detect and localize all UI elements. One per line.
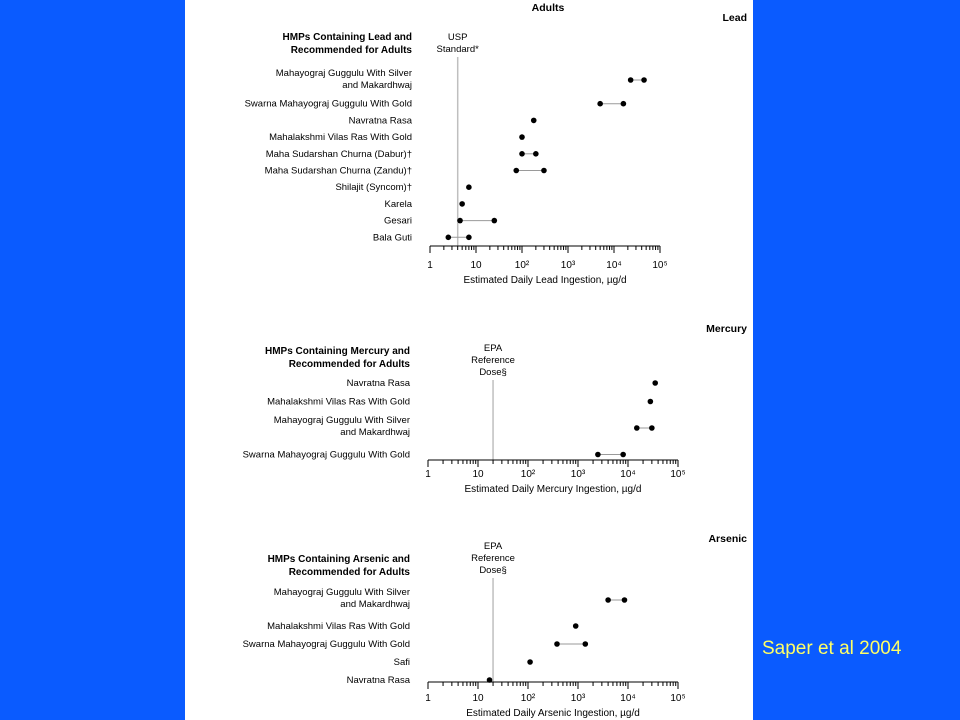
- row-label: and Makardhwaj: [340, 599, 410, 610]
- group-heading: Recommended for Adults: [288, 359, 410, 370]
- data-point: [513, 168, 519, 174]
- tick-label: 10⁴: [620, 469, 636, 480]
- data-point: [446, 235, 452, 241]
- row-label: Gesari: [384, 215, 412, 227]
- data-point: [519, 134, 525, 140]
- group-heading: Recommended for Adults: [288, 567, 410, 578]
- chart-svg: [185, 0, 753, 720]
- data-point: [628, 77, 634, 83]
- row-label: Mahalakshmi Vilas Ras With Gold: [267, 396, 410, 408]
- tick-label: 10²: [520, 469, 536, 480]
- row-label: Swarna Mahayograj Guggulu With Gold: [242, 639, 410, 650]
- row-label: Maha Sudarshan Churna (Zandu)†: [264, 165, 412, 177]
- data-point: [622, 597, 628, 603]
- data-point: [554, 641, 560, 647]
- tick-label: 10⁴: [620, 693, 636, 704]
- data-point: [531, 118, 537, 124]
- data-point: [492, 218, 498, 224]
- reference-label: Reference: [471, 553, 515, 564]
- chart-title: Mercury: [706, 323, 747, 335]
- data-point: [649, 425, 655, 431]
- chart-title: Arsenic: [708, 533, 747, 545]
- data-point: [573, 623, 579, 629]
- data-point: [457, 218, 463, 224]
- row-label: Safi: [393, 657, 410, 668]
- row-label: Bala Guti: [372, 232, 412, 244]
- tick-label: 1: [425, 693, 431, 704]
- data-point: [641, 77, 647, 83]
- data-point: [459, 201, 465, 207]
- row-label: Mahalakshmi Vilas Ras With Gold: [269, 132, 412, 144]
- data-point: [597, 101, 603, 107]
- row-label: Navratna Rasa: [346, 378, 410, 389]
- reference-label: Standard*: [436, 44, 479, 55]
- data-point: [605, 597, 611, 603]
- group-heading: HMPs Containing Lead and: [282, 32, 412, 43]
- data-point: [527, 659, 533, 665]
- tick-label: 10³: [570, 693, 586, 704]
- tick-label: 10⁴: [606, 260, 622, 271]
- x-axis-label: Estimated Daily Lead Ingestion, µg/d: [463, 275, 627, 286]
- row-label: Mahayograj Guggulu With Silver: [273, 587, 410, 598]
- reference-label: Dose§: [479, 565, 507, 576]
- data-point: [533, 151, 539, 157]
- citation: Saper et al 2004: [762, 638, 902, 659]
- data-point: [466, 184, 472, 190]
- group-heading: HMPs Containing Mercury and: [264, 346, 410, 357]
- tick-label: 10⁵: [670, 469, 686, 480]
- row-label: and Makardhwaj: [342, 80, 412, 91]
- data-point: [583, 641, 589, 647]
- row-label: and Makardhwaj: [340, 427, 410, 438]
- row-label: Mahalakshmi Vilas Ras With Gold: [267, 621, 410, 632]
- data-point: [621, 101, 627, 107]
- row-label: Mahayograj Guggulu With Silver: [275, 68, 412, 79]
- x-axis-label: Estimated Daily Arsenic Ingestion, µg/d: [466, 708, 640, 719]
- row-label: Karela: [384, 198, 412, 210]
- data-point: [519, 151, 525, 157]
- tick-label: 10: [470, 260, 482, 271]
- row-label: Shilajit (Syncom)†: [335, 182, 412, 194]
- chart-title: Lead: [722, 12, 747, 24]
- data-point: [466, 235, 472, 241]
- data-point: [541, 168, 547, 174]
- data-point: [595, 452, 601, 458]
- reference-label: Reference: [471, 355, 515, 366]
- data-point: [620, 452, 626, 458]
- tick-label: 1: [427, 260, 433, 271]
- x-axis-label: Estimated Daily Mercury Ingestion, µg/d: [464, 484, 642, 495]
- row-label: Maha Sudarshan Churna (Dabur)†: [265, 148, 412, 160]
- row-label: Navratna Rasa: [348, 115, 412, 127]
- tick-label: 10³: [560, 260, 576, 271]
- tick-label: 10: [472, 693, 484, 704]
- data-point: [634, 425, 640, 431]
- data-point: [652, 380, 658, 386]
- tick-label: 10²: [514, 260, 530, 271]
- data-point: [648, 399, 654, 405]
- row-label: Swarna Mahayograj Guggulu With Gold: [244, 98, 412, 110]
- group-heading: Recommended for Adults: [290, 45, 412, 56]
- row-label: Mahayograj Guggulu With Silver: [273, 415, 410, 426]
- reference-label: EPA: [483, 541, 503, 552]
- tick-label: 10³: [570, 469, 586, 480]
- tick-label: 10: [472, 469, 484, 480]
- group-heading: HMPs Containing Arsenic and: [267, 554, 410, 565]
- tick-label: 10⁵: [670, 693, 686, 704]
- reference-label: EPA: [483, 343, 503, 354]
- row-label: Swarna Mahayograj Guggulu With Gold: [242, 449, 410, 461]
- figure-heading: Adults: [531, 2, 565, 14]
- figure-panel: [185, 0, 753, 720]
- row-label: Navratna Rasa: [346, 675, 410, 686]
- tick-label: 10²: [520, 693, 536, 704]
- tick-label: 1: [425, 469, 431, 480]
- reference-label: Dose§: [479, 367, 507, 378]
- tick-label: 10⁵: [652, 260, 668, 271]
- reference-label: USP: [447, 32, 468, 43]
